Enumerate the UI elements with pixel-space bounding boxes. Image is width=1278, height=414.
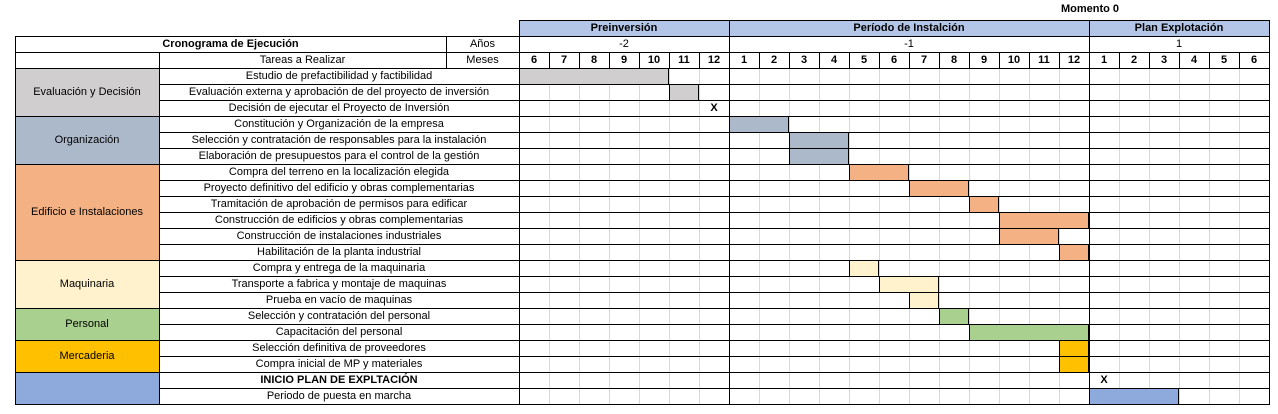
- border-hline: [159, 148, 1270, 149]
- border-hline: [159, 276, 1270, 277]
- task-label: Selección y contratación del personal: [247, 309, 431, 322]
- momento-label: Momento 0: [1060, 2, 1120, 15]
- month-label: 4: [1190, 53, 1198, 66]
- gantt-bar: [669, 84, 699, 101]
- year-label: 1: [1175, 37, 1183, 50]
- month-label: 10: [1007, 53, 1021, 66]
- border-hline: [159, 84, 1270, 85]
- gantt-bar: [909, 292, 939, 309]
- month-label: 11: [1038, 53, 1050, 66]
- border-vline: [1239, 52, 1240, 69]
- border-vline: [15, 36, 16, 405]
- border-vline: [819, 52, 820, 69]
- border-vline: [1149, 52, 1150, 69]
- month-label: 5: [860, 53, 868, 66]
- task-label: Construcción de instalaciones industriales: [236, 229, 442, 242]
- month-label: 11: [678, 53, 690, 66]
- border-hline: [159, 292, 1270, 293]
- border-vline: [729, 52, 730, 69]
- border-vline: [759, 52, 760, 69]
- group-label: Maquinaria: [15, 260, 159, 308]
- gantt-bar: [1059, 244, 1089, 261]
- border-vline: [579, 52, 580, 69]
- task-label: Tramitación de aprobación de permisos para edificar: [210, 197, 468, 210]
- border-vline: [1059, 52, 1060, 69]
- border-vline: [1209, 52, 1210, 69]
- task-label: Estudio de prefactibilidad y factibilidad: [245, 69, 433, 82]
- month-label: 6: [530, 53, 538, 66]
- border-vline: [969, 52, 970, 69]
- task-label: Compra y entrega de la maquinaria: [252, 261, 426, 274]
- task-label: Selección y contratación de responsables para la instalación: [191, 133, 487, 146]
- task-label: Elaboración de presupuestos para el control de la gestión: [198, 149, 480, 162]
- month-label: 6: [1250, 53, 1258, 66]
- month-label: 3: [800, 53, 808, 66]
- border-hline: [15, 52, 1270, 53]
- task-label: Construcción de edificios y obras complementarias: [214, 213, 464, 226]
- border-vline: [549, 52, 550, 69]
- border-vline: [1089, 20, 1090, 405]
- border-vline: [789, 52, 790, 69]
- task-label: Capacitación del personal: [275, 325, 403, 338]
- year-label: -1: [904, 37, 914, 50]
- month-label: 7: [560, 53, 568, 66]
- tasks-header: Tareas a Realizar: [259, 53, 346, 66]
- border-vline: [909, 52, 910, 69]
- border-vline: [729, 20, 730, 405]
- border-hline: [15, 116, 1270, 117]
- group-label: Edificio e Instalaciones: [15, 164, 159, 260]
- border-vline: [639, 52, 640, 69]
- border-vline: [879, 52, 880, 69]
- month-label: 9: [980, 53, 988, 66]
- border-hline: [15, 164, 1270, 165]
- gantt-bar: [1059, 340, 1089, 357]
- task-label: Selección definitiva de proveedores: [252, 341, 426, 354]
- border-hline: [519, 20, 1270, 21]
- task-label: Proyecto definitivo del edificio y obras complementarias: [203, 181, 475, 194]
- month-label: 6: [890, 53, 898, 66]
- gantt-bar: [879, 276, 939, 293]
- years-label: Años: [469, 37, 496, 50]
- group-label: [15, 372, 159, 404]
- month-label: 7: [920, 53, 928, 66]
- border-vline: [1089, 52, 1090, 69]
- border-hline: [15, 308, 1270, 309]
- month-label: 1: [740, 53, 748, 66]
- gantt-bar: [969, 196, 999, 213]
- border-hline: [15, 372, 1270, 373]
- border-vline: [1119, 52, 1120, 69]
- border-hline: [15, 404, 1270, 405]
- month-label: 1: [1100, 53, 1108, 66]
- task-label: Compra inicial de MP y materiales: [255, 357, 423, 370]
- period-header: Preinversión: [519, 20, 729, 36]
- gantt-bar: [969, 324, 1089, 341]
- border-vline: [519, 20, 520, 405]
- border-vline: [699, 52, 700, 69]
- border-hline: [15, 68, 1270, 69]
- gantt-bar: [849, 260, 879, 277]
- task-label: Habilitación de la planta industrial: [257, 245, 421, 258]
- task-label: Periodo de puesta en marcha: [266, 389, 412, 402]
- border-hline: [159, 324, 1270, 325]
- month-label: 3: [1160, 53, 1168, 66]
- period-header: Plan Explotación: [1089, 20, 1269, 36]
- group-label: Evaluación y Decisión: [15, 68, 159, 116]
- year-label: -2: [619, 37, 629, 50]
- schedule-title: Cronograma de Ejecución: [162, 37, 299, 50]
- month-label: 12: [707, 53, 721, 66]
- gantt-bar: [729, 116, 789, 133]
- border-hline: [159, 244, 1270, 245]
- border-hline: [159, 132, 1270, 133]
- border-vline: [669, 52, 670, 69]
- month-label: 2: [1130, 53, 1138, 66]
- task-label: Compra del terreno en la localización elegida: [228, 165, 450, 178]
- border-vline: [999, 52, 1000, 69]
- task-label: Prueba en vacío de maquinas: [265, 293, 413, 306]
- border-hline: [159, 228, 1270, 229]
- border-hline: [159, 180, 1270, 181]
- border-hline: [159, 196, 1270, 197]
- border-vline: [446, 36, 447, 69]
- period-header: Período de Instalción: [729, 20, 1089, 36]
- border-vline: [849, 52, 850, 69]
- border-hline: [159, 388, 1270, 389]
- task-label: Evaluación externa y aprobación de del proyecto de inversión: [188, 85, 490, 98]
- gantt-bar: [939, 308, 969, 325]
- month-label: 5: [1220, 53, 1228, 66]
- gantt-bar: [519, 68, 669, 85]
- gantt-bar: [849, 164, 909, 181]
- border-hline: [15, 340, 1270, 341]
- month-label: 8: [590, 53, 598, 66]
- gantt-bar: [999, 228, 1059, 245]
- month-label: 10: [647, 53, 661, 66]
- border-hline: [15, 36, 1270, 37]
- border-vline: [1269, 20, 1270, 405]
- task-label: Constitución y Organización de la empresa: [234, 117, 444, 130]
- month-label: 12: [1067, 53, 1081, 66]
- month-label: 4: [830, 53, 838, 66]
- months-header: Meses: [466, 53, 499, 66]
- task-label: Transporte a fabrica y montaje de maquinas: [231, 277, 447, 290]
- gantt-bar: [1059, 356, 1089, 373]
- border-hline: [159, 100, 1270, 101]
- border-vline: [1029, 52, 1030, 69]
- task-label: Decisión de ejecutar el Proyecto de Inversión: [228, 101, 450, 114]
- milestone-mark: X: [1100, 373, 1108, 386]
- month-label: 2: [770, 53, 778, 66]
- group-label: Mercaderia: [15, 340, 159, 372]
- border-vline: [1179, 52, 1180, 69]
- border-hline: [159, 212, 1270, 213]
- border-hline: [15, 260, 1270, 261]
- month-label: 9: [620, 53, 628, 66]
- border-vline: [939, 52, 940, 69]
- gantt-bar: [789, 148, 849, 165]
- border-vline: [159, 52, 160, 405]
- gantt-bar: [909, 180, 969, 197]
- task-label: INICIO PLAN DE EXPLTACIÓN: [260, 373, 418, 386]
- border-vline: [609, 52, 610, 69]
- group-label: Organización: [15, 116, 159, 164]
- milestone-mark: X: [710, 101, 718, 114]
- border-hline: [159, 356, 1270, 357]
- gantt-bar: [999, 212, 1089, 229]
- month-label: 8: [950, 53, 958, 66]
- group-label: Personal: [15, 308, 159, 340]
- gantt-bar: [789, 132, 849, 149]
- gantt-bar: [1089, 388, 1179, 405]
